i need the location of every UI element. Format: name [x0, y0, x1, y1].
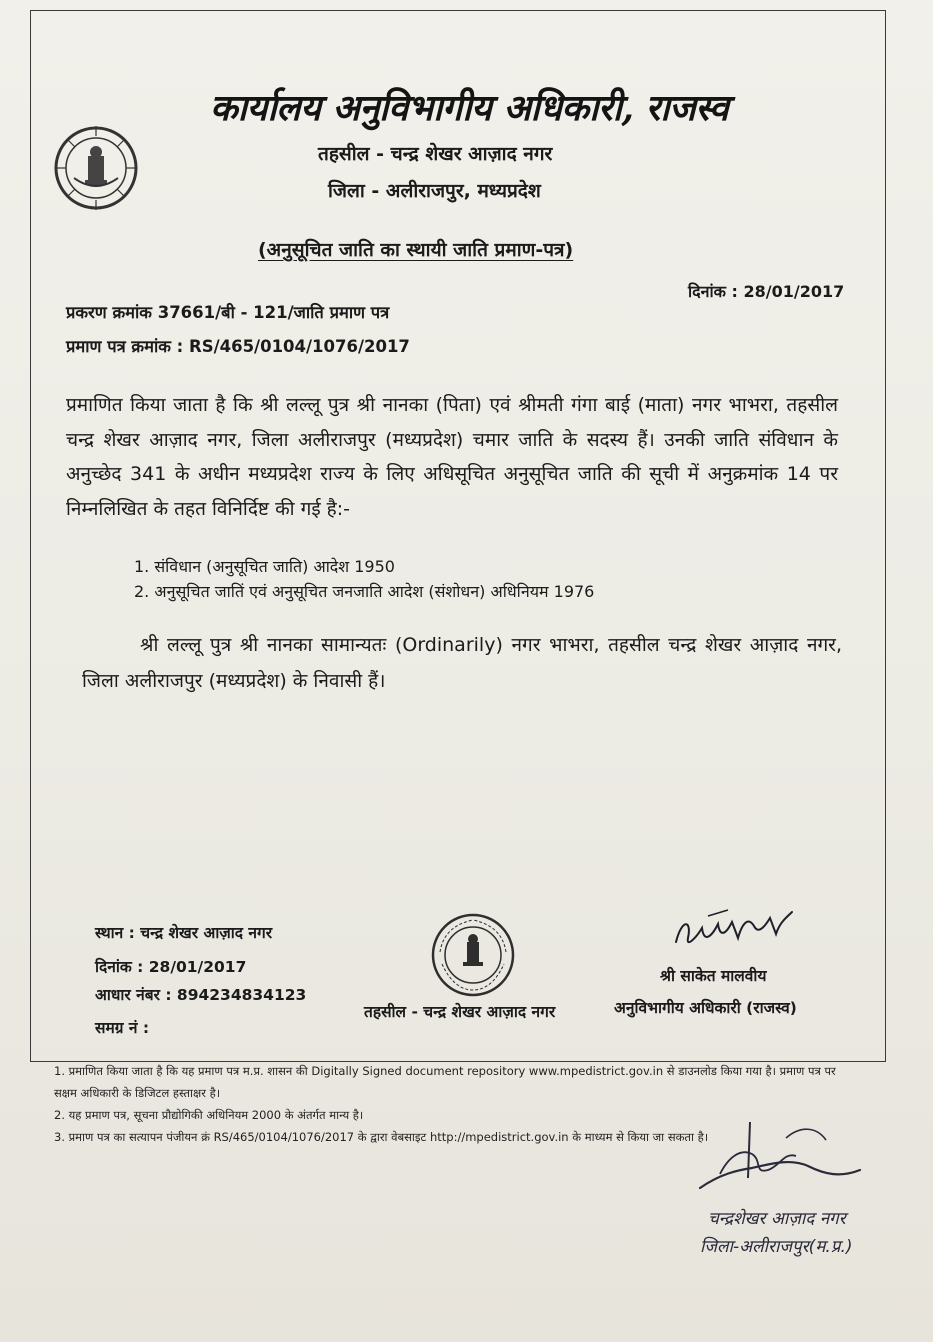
- attestation-line-1: चन्द्रशेखर आज़ाद नगर: [708, 1209, 846, 1229]
- tahsil-line: तहसील - चन्द्र शेखर आज़ाद नगर: [318, 143, 553, 165]
- officer-signature-icon: [668, 898, 798, 958]
- district-line: जिला - अलीराजपुर, मध्यप्रदेश: [328, 180, 541, 202]
- footer-samagra: समग्र नं :: [95, 1019, 150, 1037]
- note-line-2: 2. यह प्रमाण पत्र, सूचना प्रौद्योगिकी अधिनियम 2000 के अंतर्गत मान्य है।: [54, 1108, 364, 1122]
- order-item-2: 2. अनुसूचित जातिं एवं अनुसूचित जनजाति आदेश (संशोधन) अधिनियम 1976: [134, 582, 595, 601]
- footer-place: स्थान : चन्द्र शेखर आज़ाद नगर: [95, 924, 273, 942]
- attestation-line-2: जिला-अलीराजपुर(म.प्र.): [700, 1237, 853, 1257]
- tahsil-seal-icon: [430, 912, 516, 1002]
- order-item-1: 1. संविधान (अनुसूचित जाति) आदेश 1950: [134, 557, 395, 576]
- certificate-number: प्रमाण पत्र क्रमांक : RS/465/0104/1076/2017: [66, 337, 410, 356]
- officer-name: श्री साकेत मालवीय: [660, 967, 767, 985]
- note-line-1: 1. प्रमाणित किया जाता है कि यह प्रमाण पत्र म.प्र. शासन की Digitally Signed document repository www.mpedistrict.gov.in से डाउनलोड किया गया है। प्रमाण पत्र पर: [54, 1064, 836, 1078]
- footer-date: दिनांक : 28/01/2017: [95, 958, 247, 976]
- certification-paragraph: प्रमाणित किया जाता है कि श्री लल्लू पुत्र श्री नानका (पिता) एवं श्रीमती गंगा बाई (माता) नगर भाभरा, तहसील चन्द्र शेखर आज़ाद नगर, जिला अलीराजपुर (मध्यप्रदेश) चमार जाति के सदस्य हैं। उनकी जाति संविधान के अनुच्छेद 341 के अधीन मध्यप्रदेश राज्य के लिए अधिसूचित अनुसूचित जाति की सूची में अनुक्रमांक 14 पर निम्नलिखित के तहत विनिर्दिष्ट की गई है:-: [66, 394, 838, 520]
- officer-title: अनुविभागीय अधिकारी (राजस्व): [614, 999, 797, 1017]
- note-line-1b: सक्षम अधिकारी के डिजिटल हस्ताक्षर है।: [54, 1086, 221, 1100]
- attestation-signature-icon: [690, 1118, 870, 1212]
- footer-aadhar: आधार नंबर : 894234834123: [95, 986, 307, 1004]
- footer-tahsil: तहसील - चन्द्र शेखर आज़ाद नगर: [364, 1003, 556, 1021]
- mp-govt-emblem-icon: [52, 120, 140, 220]
- certificate-heading: (अनुसूचित जाति का स्थायी जाति प्रमाण-पत्र): [258, 239, 574, 261]
- issue-date: दिनांक : 28/01/2017: [688, 282, 845, 301]
- office-title: कार्यालय अनुविभागीय अधिकारी, राजस्व: [210, 87, 729, 129]
- note-line-3: 3. प्रमाण पत्र का सत्यापन पंजीयन क्रं RS/465/0104/1076/2017 के द्वारा वेबसाइट http://mpedistrict.gov.in के माध्यम से किया जा सकता है।: [54, 1130, 709, 1144]
- residence-paragraph: श्री लल्लू पुत्र श्री नानका सामान्यतः (Ordinarily) नगर भाभरा, तहसील चन्द्र शेखर आज़ाद नगर, जिला अलीराजपुर (मध्यप्रदेश) के निवासी हैं।: [82, 634, 842, 692]
- case-number: प्रकरण क्रमांक 37661/बी - 121/जाति प्रमाण पत्र: [66, 303, 390, 322]
